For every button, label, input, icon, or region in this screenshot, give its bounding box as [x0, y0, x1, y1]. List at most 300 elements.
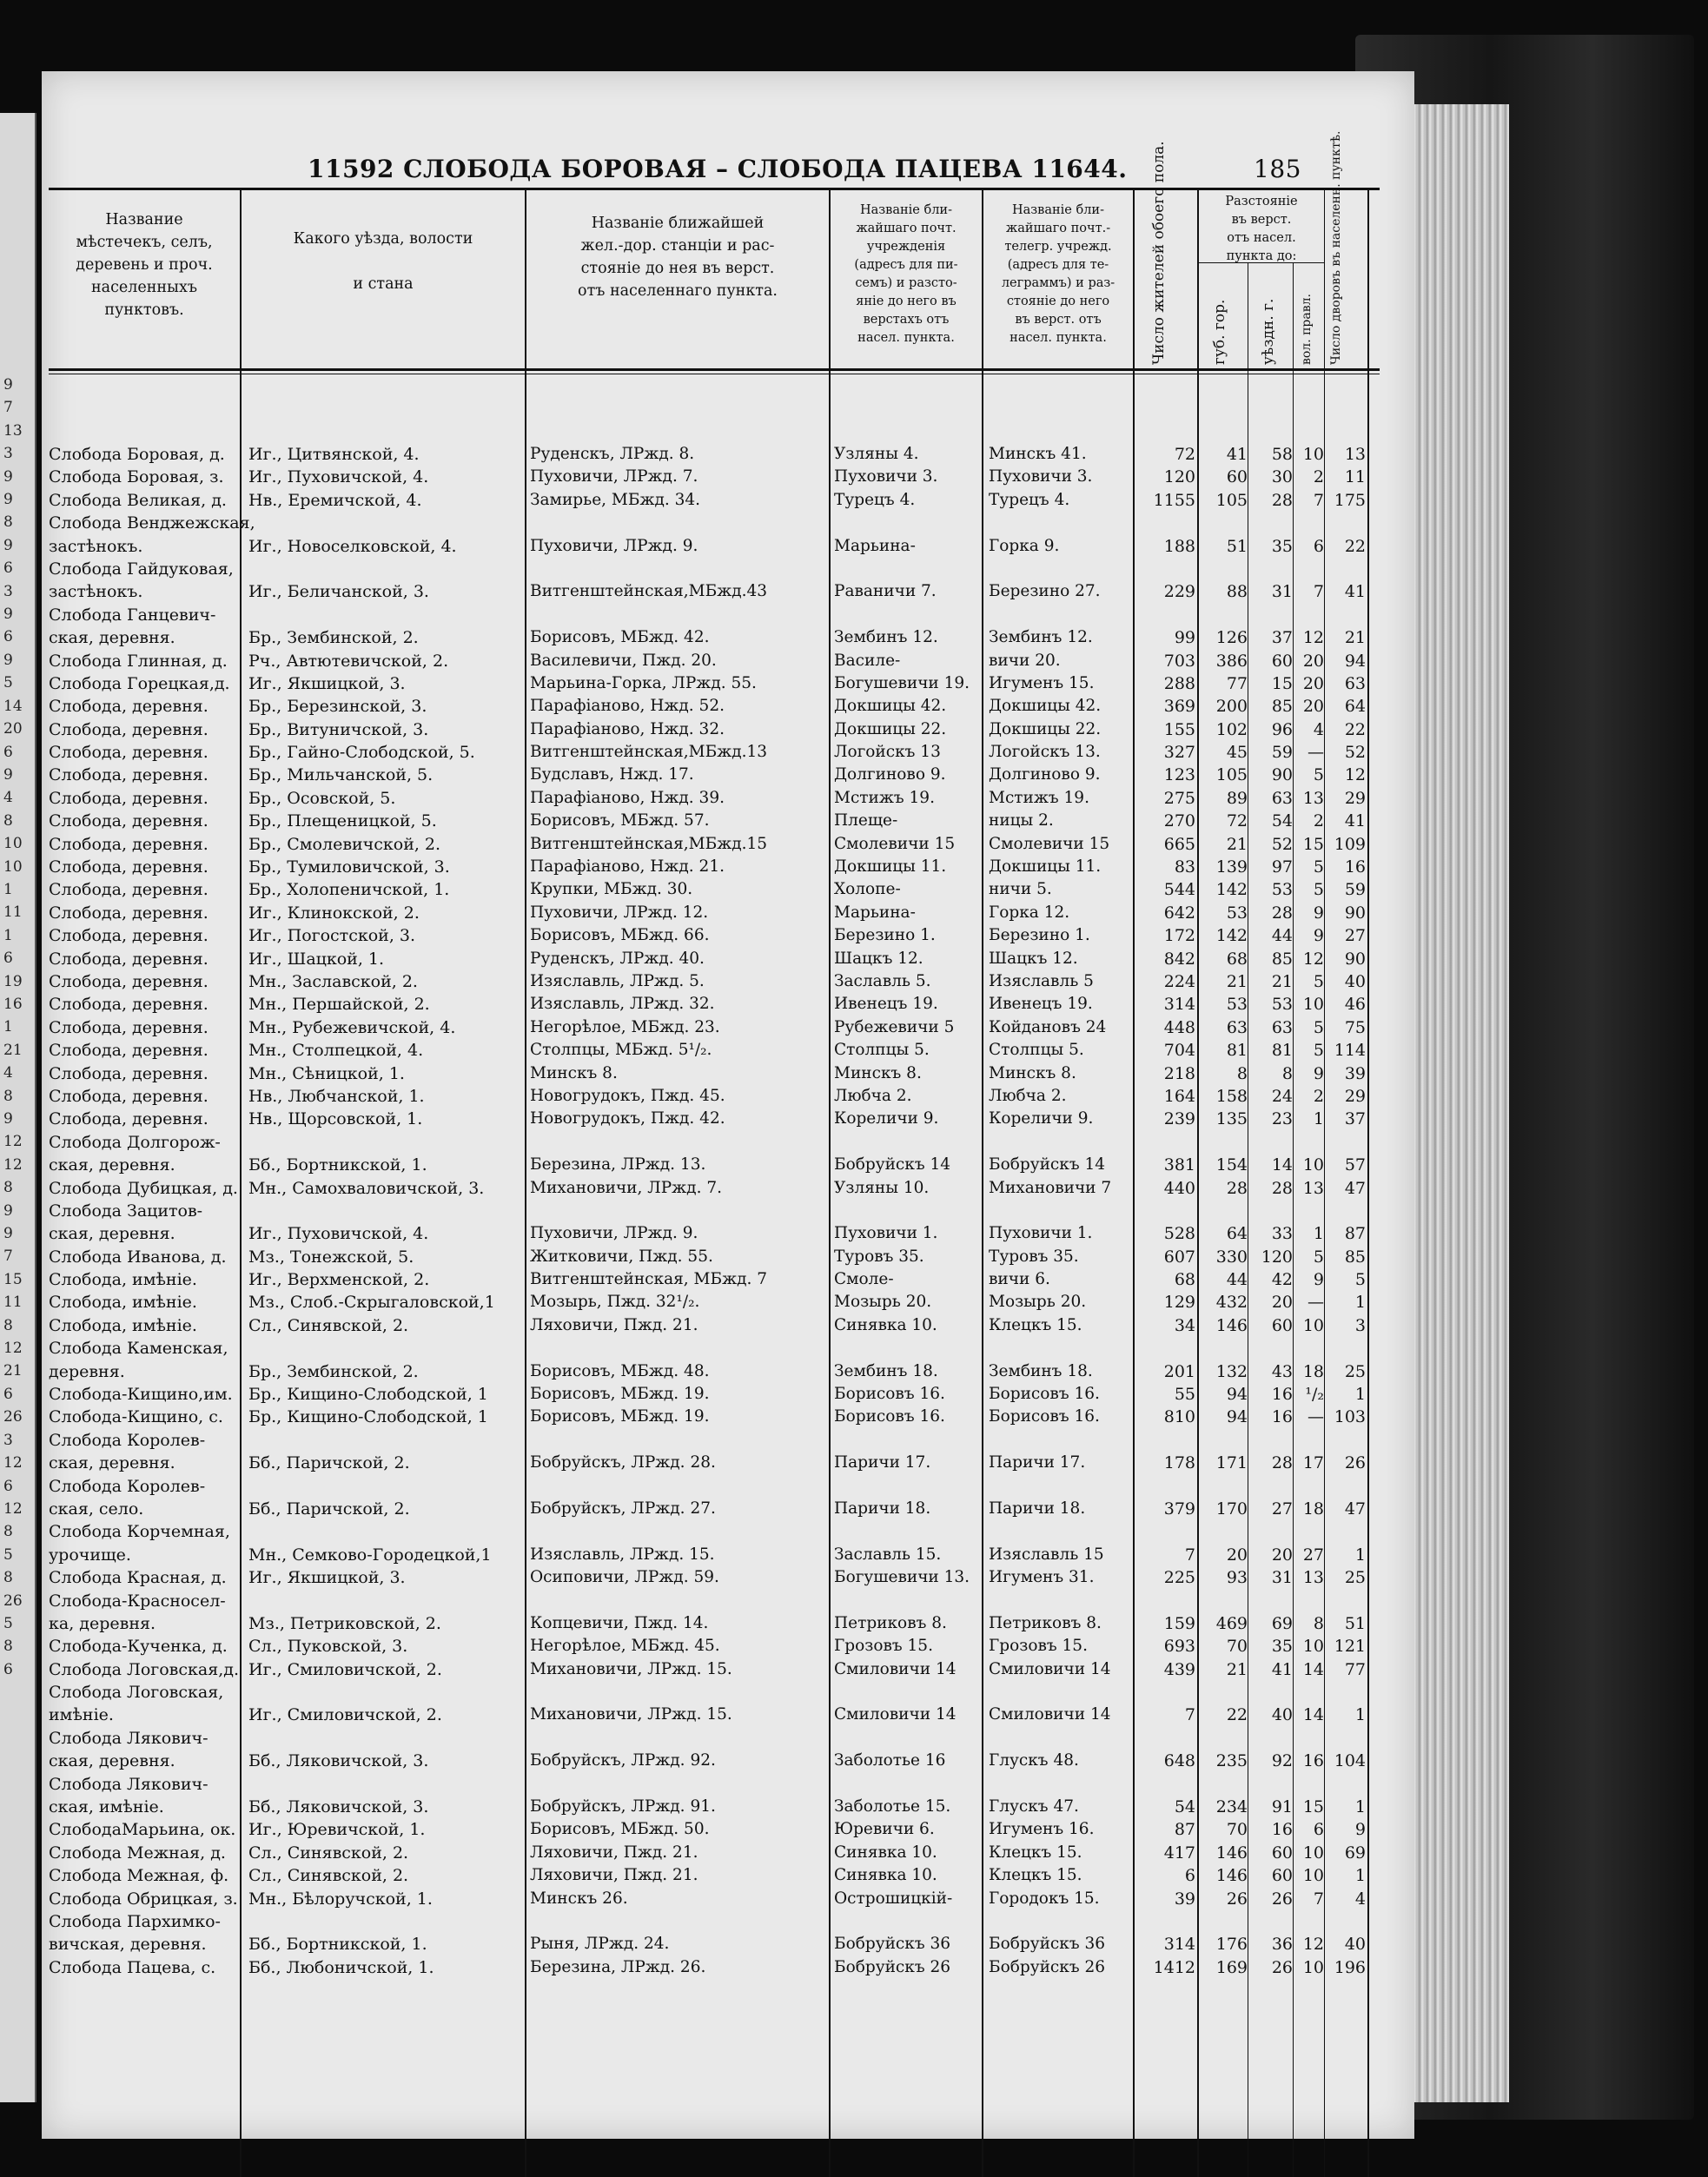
table-row: [42, 1268, 1414, 1291]
header-rail: Названіе ближайшей жел.-дор. станціи и рас- стояніе до нея въ верст. отъ населеннаго пункта.: [578, 215, 778, 300]
cell-vol: 27: [1302, 1545, 1324, 1565]
cell-gub: 8: [1236, 1063, 1248, 1083]
left-page-number: 1: [3, 1018, 13, 1036]
cell-pop: 123: [1163, 765, 1195, 785]
cell-uez: 81: [1271, 1041, 1293, 1061]
cell-name: Слобода-Кученка, д.: [49, 1637, 228, 1657]
cell-dvor: 175: [1334, 490, 1366, 510]
cell-post: Холопе-: [834, 880, 901, 899]
table-row: [42, 1910, 1414, 1933]
cell-pop: 7: [1184, 1545, 1195, 1565]
cell-tel: Ивенецъ 19.: [989, 995, 1093, 1014]
cell-dvor: 69: [1344, 1843, 1366, 1863]
cell-vol: 13: [1302, 788, 1324, 808]
cell-post: Ивенецъ 19.: [834, 995, 938, 1014]
cell-gub: 386: [1215, 651, 1248, 671]
table-row: [42, 695, 1414, 718]
cell-tel: Туровъ 35.: [989, 1247, 1079, 1266]
cell-uez: 63: [1271, 1017, 1293, 1037]
cell-pop: 842: [1163, 949, 1195, 969]
cell-uezd: Мн., Першайской, 2.: [248, 995, 430, 1015]
cell-uez: 28: [1271, 1178, 1293, 1198]
cell-gub: 432: [1215, 1293, 1248, 1313]
cell-pop: 327: [1163, 743, 1195, 763]
table-row: [42, 878, 1414, 901]
cell-post: Марьина-: [834, 903, 916, 922]
header-uez: уѣздн. г.: [1260, 298, 1277, 365]
cell-name: Слобода, деревня.: [49, 834, 209, 854]
cell-pop: 417: [1163, 1843, 1195, 1863]
left-page-number: 9: [3, 605, 13, 624]
cell-uezd: Бб., Паричской, 2.: [248, 1453, 410, 1473]
cell-name: Слобода Каменская,: [49, 1339, 228, 1359]
left-page-number: 6: [3, 950, 13, 968]
cell-gub: 142: [1215, 926, 1248, 946]
cell-name: Слобода Венджежская,: [49, 513, 255, 533]
cell-pop: [1136, 1131, 1195, 1154]
cell-rail: Парафіаново, Нжд. 52.: [530, 697, 725, 716]
cell-vol: 2: [1313, 1086, 1324, 1106]
cell-gub: 158: [1215, 1086, 1248, 1106]
cell-gub: [1197, 1520, 1248, 1543]
header-distance: Разстояніе въ верст. отъ насел. пункта до:: [1225, 195, 1298, 263]
cell-tel: Михановичи 7: [989, 1178, 1112, 1197]
cell-post: Синявка 10.: [834, 1315, 937, 1334]
cell-name: СлободаМарьина, ок.: [49, 1820, 236, 1840]
left-page-number: 1: [3, 880, 13, 898]
cell-pop: 810: [1163, 1407, 1195, 1427]
cell-uezd: Бр., Зембинской, 2.: [248, 1361, 419, 1381]
cell-dvor: 39: [1344, 1063, 1366, 1083]
cell-gub: 146: [1215, 1866, 1248, 1886]
cell-dvor: [1324, 1520, 1366, 1543]
cell-vol: 9: [1313, 926, 1324, 946]
cell-pop: 275: [1163, 788, 1195, 808]
cell-post: Минскъ 8.: [834, 1063, 922, 1082]
cell-uez: 59: [1271, 743, 1293, 763]
header-gub: губ. гор.: [1211, 299, 1228, 365]
cell-dvor: [1324, 1429, 1366, 1452]
cell-dvor: [1324, 1681, 1366, 1704]
left-page-number: 12: [3, 1499, 23, 1518]
table-row: [42, 1383, 1414, 1406]
cell-vol: 20: [1302, 651, 1324, 671]
cell-rail: Новогрудокъ, Пжд. 42.: [530, 1109, 725, 1128]
cell-rail: Руденскъ, ЛРжд. 8.: [530, 445, 695, 463]
cell-vol: 10: [1302, 1843, 1324, 1863]
cell-uez: 8: [1281, 1063, 1293, 1083]
cell-dvor: [1324, 1910, 1366, 1933]
cell-vol: [1294, 1337, 1324, 1360]
cell-name: Слобода, деревня.: [49, 765, 209, 785]
table-row: [42, 580, 1414, 603]
cell-name: Слобода, деревня.: [49, 926, 209, 946]
cell-post: Бобруйскъ 14: [834, 1155, 951, 1175]
header-name: Название мѣстечекъ, селъ, деревень и проч. населенныхъ пунктовъ.: [76, 211, 213, 319]
cell-rail: Минскъ 26.: [530, 1889, 628, 1908]
cell-uez: 60: [1271, 651, 1293, 671]
cell-gub: 64: [1226, 1224, 1248, 1244]
table-row: [42, 1108, 1414, 1130]
left-page-number: 15: [3, 1270, 23, 1288]
cell-uez: 60: [1271, 1843, 1293, 1863]
cell-tel: Любча 2.: [989, 1086, 1067, 1105]
cell-post: Докшицы 11.: [834, 857, 947, 877]
cell-vol: —: [1307, 1293, 1324, 1313]
cell-gub: 94: [1226, 1407, 1248, 1427]
cell-rail: Витгенштейнская,МБжд.43: [530, 582, 768, 601]
cell-dvor: 51: [1344, 1613, 1366, 1633]
cell-post: Заславль 15.: [834, 1545, 942, 1564]
cell-dvor: 103: [1334, 1407, 1366, 1427]
cell-vol: 10: [1302, 1315, 1324, 1335]
cell-rail: Борисовъ, МБжд. 48.: [530, 1361, 710, 1380]
cell-post: Паричи 17.: [834, 1453, 931, 1472]
cell-name: Слобода, деревня.: [49, 788, 209, 808]
cell-tel: Паричи 17.: [989, 1453, 1086, 1472]
table-row: [42, 1406, 1414, 1428]
cell-gub: [1197, 604, 1248, 626]
cell-rail: Ляховичи, Пжд. 21.: [530, 1866, 698, 1885]
table-row: [42, 1222, 1414, 1245]
table-row: [42, 1864, 1414, 1887]
table-row: [42, 1750, 1414, 1772]
cell-uez: [1249, 1131, 1293, 1154]
cell-vol: 12: [1302, 628, 1324, 648]
cell-pop: [1136, 1773, 1195, 1796]
cell-tel: Столпцы 5.: [989, 1041, 1084, 1060]
cell-uez: 21: [1271, 971, 1293, 991]
cell-post: Любча 2.: [834, 1086, 912, 1105]
cell-name: Слобода Обрицкая, з.: [49, 1889, 238, 1909]
cell-post: Смолевичи 15: [834, 834, 956, 853]
cell-uezd: Бр., Зембинской, 2.: [248, 628, 419, 648]
cell-gub: 41: [1226, 445, 1248, 464]
cell-uez: [1249, 1590, 1293, 1612]
cell-gub: [1197, 512, 1248, 534]
cell-post: Узляны 4.: [834, 445, 919, 463]
cell-uezd: Бб., Паричской, 2.: [248, 1499, 410, 1519]
cell-uez: 85: [1271, 697, 1293, 717]
cell-uezd: Нв., Еремичской, 4.: [248, 490, 422, 510]
cell-vol: —: [1307, 1407, 1324, 1427]
cell-vol: 14: [1302, 1705, 1324, 1725]
cell-uezd: Бр., Мильчанской, 5.: [248, 765, 434, 785]
cell-rail: Бобруйскъ, ЛРжд. 27.: [530, 1499, 716, 1518]
cell-post: Петриковъ 8.: [834, 1613, 947, 1632]
table-row: [42, 1062, 1414, 1085]
cell-tel: вичи 6.: [989, 1270, 1050, 1289]
cell-dvor: 57: [1344, 1155, 1366, 1175]
cell-vol: 5: [1313, 971, 1324, 991]
cell-gub: 154: [1215, 1155, 1248, 1175]
cell-name: ская, деревня.: [49, 1751, 175, 1771]
cell-vol: 2: [1313, 467, 1324, 487]
cell-uezd: Мз., Петриковской, 2.: [248, 1613, 441, 1633]
cell-vol: 5: [1313, 880, 1324, 900]
left-page-number: 9: [3, 651, 13, 669]
cell-vol: 5: [1313, 1247, 1324, 1267]
cell-post: Докшицы 22.: [834, 719, 947, 738]
cell-uez: [1249, 1200, 1293, 1222]
left-page-number: 21: [3, 1362, 23, 1380]
cell-pop: 448: [1163, 1017, 1195, 1037]
cell-uez: 16: [1271, 1385, 1293, 1405]
cell-pop: 225: [1163, 1568, 1195, 1588]
cell-dvor: 22: [1344, 536, 1366, 556]
cell-name: ская, село.: [49, 1499, 144, 1519]
cell-dvor: 121: [1334, 1637, 1366, 1657]
cell-dvor: 1: [1354, 1797, 1366, 1817]
table-row: [42, 1796, 1414, 1818]
cell-gub: [1197, 1429, 1248, 1452]
cell-uezd: Бб., Бортникской, 1.: [248, 1155, 427, 1175]
cell-uez: 20: [1271, 1293, 1293, 1313]
table-row: [42, 1612, 1414, 1635]
cell-dvor: 114: [1334, 1041, 1366, 1061]
cell-name: Слобода Дубицкая, д.: [49, 1178, 238, 1198]
cell-gub: 169: [1215, 1957, 1248, 1977]
cell-dvor: 1: [1354, 1385, 1366, 1405]
cell-rail: Рыня, ЛРжд. 24.: [530, 1935, 670, 1954]
cell-name: Слобода, деревня.: [49, 1063, 209, 1083]
cell-name: имѣніе.: [49, 1705, 114, 1725]
cell-uezd: Иг., Якшицкой, 3.: [248, 1568, 406, 1588]
cell-vol: 15: [1302, 834, 1324, 854]
cell-uezd: Бр., Гайно-Слободской, 5.: [248, 743, 475, 763]
cell-dvor: 59: [1344, 880, 1366, 900]
cell-vol: 7: [1313, 582, 1324, 602]
table-row: [42, 993, 1414, 1016]
cell-uez: 23: [1271, 1109, 1293, 1129]
cell-pop: 155: [1163, 719, 1195, 739]
cell-name: Слобода, имѣніе.: [49, 1315, 197, 1335]
cell-post: Василе-: [834, 651, 901, 670]
cell-dvor: 104: [1334, 1751, 1366, 1771]
settlement-table: [42, 443, 1414, 1979]
cell-pop: 703: [1163, 651, 1195, 671]
cell-post: Туровъ 35.: [834, 1247, 924, 1266]
cell-uezd: Иг., Шацкой, 1.: [248, 949, 385, 969]
cell-uez: [1249, 604, 1293, 626]
cell-pop: [1136, 1520, 1195, 1543]
left-page-number: 12: [3, 1340, 23, 1358]
cell-uezd: Нв., Любчанской, 1.: [248, 1086, 425, 1106]
cell-post: Смиловичи 14: [834, 1705, 957, 1724]
cell-post: Богушевичи 19.: [834, 673, 970, 692]
table-row: [42, 1291, 1414, 1313]
cell-uezd: Бр., Кищино-Слободской, 1: [248, 1407, 488, 1427]
cell-vol: 16: [1302, 1751, 1324, 1771]
left-page-number: 5: [3, 674, 13, 692]
cell-uezd: Бб., Бортникской, 1.: [248, 1935, 427, 1955]
cell-uezd: Бр., Смолевичской, 2.: [248, 834, 441, 854]
cell-name: Слобода Красная, д.: [49, 1568, 227, 1588]
cell-uez: 31: [1271, 1568, 1293, 1588]
cell-vol: 10: [1302, 1155, 1324, 1175]
cell-name: ская, деревня.: [49, 1155, 175, 1175]
cell-tel: Грозовъ 15.: [989, 1637, 1088, 1656]
cell-dvor: [1324, 604, 1366, 626]
cell-dvor: 87: [1344, 1224, 1366, 1244]
left-page-number: 3: [3, 445, 13, 463]
cell-vol: 18: [1302, 1361, 1324, 1381]
left-page-number: 26: [3, 1591, 23, 1610]
cell-uez: 28: [1271, 903, 1293, 923]
cell-vol: 6: [1313, 536, 1324, 556]
left-page-number: 20: [3, 720, 23, 738]
cell-tel: Минскъ 8.: [989, 1063, 1076, 1082]
cell-gub: 70: [1226, 1820, 1248, 1840]
cell-dvor: 90: [1344, 949, 1366, 969]
cell-uezd: Иг., Смиловичской, 2.: [248, 1659, 442, 1679]
left-page-number: 9: [3, 536, 13, 554]
cell-uez: [1249, 512, 1293, 534]
cell-gub: [1197, 1727, 1248, 1750]
table-row: [42, 833, 1414, 856]
cell-uezd: Нв., Щорсовской, 1.: [248, 1109, 423, 1129]
cell-gub: 469: [1215, 1613, 1248, 1633]
left-page-number: 6: [3, 743, 13, 761]
left-page-number: 6: [3, 559, 13, 578]
cell-uez: [1249, 1727, 1293, 1750]
table-row: [42, 1842, 1414, 1864]
cell-uezd: Иг., Верхменской, 2.: [248, 1270, 430, 1290]
cell-pop: 164: [1163, 1086, 1195, 1106]
table-row: [42, 1085, 1414, 1108]
cell-name: Слобода, деревня.: [49, 697, 209, 717]
cell-uez: 60: [1271, 1315, 1293, 1335]
cell-uez: 31: [1271, 582, 1293, 602]
left-page-number: 19: [3, 972, 23, 990]
cell-uezd: Иг., Клинокской, 2.: [248, 903, 420, 923]
cell-pop: 288: [1163, 673, 1195, 693]
cell-tel: Шацкъ 12.: [989, 949, 1078, 968]
page-title: 11592 СЛОБОДА БОРОВАЯ – СЛОБОДА ПАЦЕВА 11644.: [308, 155, 1128, 183]
cell-uez: [1249, 1429, 1293, 1452]
cell-uezd: Бб., Ляковичской, 3.: [248, 1751, 429, 1771]
cell-pop: 270: [1163, 811, 1195, 831]
table-row: [42, 1452, 1414, 1474]
cell-gub: 20: [1226, 1545, 1248, 1565]
cell-post: Раваничи 7.: [834, 582, 937, 601]
cell-rail: Парафіаново, Нжд. 32.: [530, 719, 725, 738]
cell-dvor: 25: [1344, 1568, 1366, 1588]
cell-rail: Крупки, МБжд. 30.: [530, 880, 693, 899]
cell-pop: [1136, 1200, 1195, 1222]
cell-vol: 13: [1302, 1568, 1324, 1588]
cell-tel: Паричи 18.: [989, 1499, 1086, 1518]
cell-gub: 102: [1215, 719, 1248, 739]
cell-tel: Бобруйскъ 14: [989, 1155, 1106, 1175]
table-row: [42, 1933, 1414, 1955]
cell-name: Слобода-Кищино, с.: [49, 1407, 223, 1427]
cell-uez: 92: [1271, 1751, 1293, 1771]
left-page-number: 11: [3, 903, 23, 922]
cell-uez: 52: [1271, 834, 1293, 854]
cell-uezd: Бр., Кищино-Слободской, 1: [248, 1385, 488, 1405]
cell-pop: [1136, 1590, 1195, 1612]
cell-post: Заславль 5.: [834, 971, 931, 990]
cell-pop: 544: [1163, 880, 1195, 900]
cell-dvor: 109: [1334, 834, 1366, 854]
cell-pop: [1136, 1337, 1195, 1360]
cell-name: Слобода Пацева, с.: [49, 1957, 216, 1977]
left-page-number: 8: [3, 1087, 13, 1105]
cell-vol: [1294, 1475, 1324, 1498]
cell-rail: Изяславль, ЛРжд. 32.: [530, 995, 715, 1014]
cell-pop: 369: [1163, 697, 1195, 717]
cell-name: Слобода Корчемная,: [49, 1522, 230, 1542]
cell-pop: [1136, 1681, 1195, 1704]
cell-uezd: Сл., Синявской, 2.: [248, 1315, 409, 1335]
cell-uez: 26: [1271, 1957, 1293, 1977]
cell-uezd: Иг., Погостской, 3.: [248, 926, 416, 946]
cell-dvor: 22: [1344, 719, 1366, 739]
cell-rail: Столпцы, МБжд. 5¹/₂.: [530, 1041, 712, 1060]
cell-pop: [1136, 512, 1195, 534]
cell-tel: Смиловичи 14: [989, 1659, 1111, 1678]
cell-uez: 63: [1271, 788, 1293, 808]
cell-rail: Житковичи, Пжд. 55.: [530, 1247, 713, 1266]
cell-pop: 172: [1163, 926, 1195, 946]
table-row: [42, 764, 1414, 786]
cell-rail: Бобруйскъ, ЛРжд. 91.: [530, 1797, 716, 1816]
left-page-number: 5: [3, 1545, 13, 1564]
cell-tel: Горка 9.: [989, 536, 1060, 555]
cell-vol: 10: [1302, 1866, 1324, 1886]
cell-gub: 146: [1215, 1315, 1248, 1335]
cell-tel: Пуховичи 1.: [989, 1224, 1093, 1243]
cell-rail: Пуховичи, ЛРжд. 12.: [530, 903, 709, 922]
cell-gub: 132: [1215, 1361, 1248, 1381]
cell-rail: Борисовъ, МБжд. 19.: [530, 1385, 710, 1404]
cell-pop: 642: [1163, 903, 1195, 923]
cell-uezd: Иг., Пуховичской, 4.: [248, 1224, 429, 1244]
cell-rail: Минскъ 8.: [530, 1063, 618, 1082]
cell-post: Турецъ 4.: [834, 490, 916, 509]
page-number: 185: [1254, 155, 1301, 183]
cell-vol: 2: [1313, 811, 1324, 831]
cell-name: Слобода-Красносел-: [49, 1591, 226, 1611]
cell-gub: [1197, 1681, 1248, 1704]
table-row: [42, 1475, 1414, 1498]
cell-name: Слобода, деревня.: [49, 811, 209, 831]
cell-rail: Негорѣлое, МБжд. 45.: [530, 1637, 720, 1656]
table-row: [42, 626, 1414, 649]
cell-rail: Михановичи, ЛРжд. 7.: [530, 1178, 722, 1197]
cell-tel: Мстижъ 19.: [989, 788, 1089, 807]
cell-pop: 54: [1174, 1797, 1195, 1817]
cell-uezd: Мн., Рубежевичской, 4.: [248, 1017, 456, 1037]
cell-gub: 94: [1226, 1385, 1248, 1405]
cell-pop: 440: [1163, 1178, 1195, 1198]
cell-gub: 93: [1226, 1568, 1248, 1588]
cell-gub: 22: [1226, 1705, 1248, 1725]
cell-name: вичская, деревня.: [49, 1935, 207, 1955]
cell-gub: 53: [1226, 903, 1248, 923]
cell-dvor: 77: [1344, 1659, 1366, 1679]
cell-tel: Глускъ 47.: [989, 1797, 1079, 1816]
cell-pop: 55: [1174, 1385, 1195, 1405]
cell-vol: ¹/₂: [1305, 1385, 1324, 1405]
cell-dvor: 41: [1344, 811, 1366, 831]
cell-vol: [1294, 604, 1324, 626]
cell-uez: 91: [1271, 1797, 1293, 1817]
cell-uezd: Бр., Березинской, 3.: [248, 697, 427, 717]
left-page-number: 21: [3, 1041, 23, 1059]
table-row: [42, 1658, 1414, 1681]
